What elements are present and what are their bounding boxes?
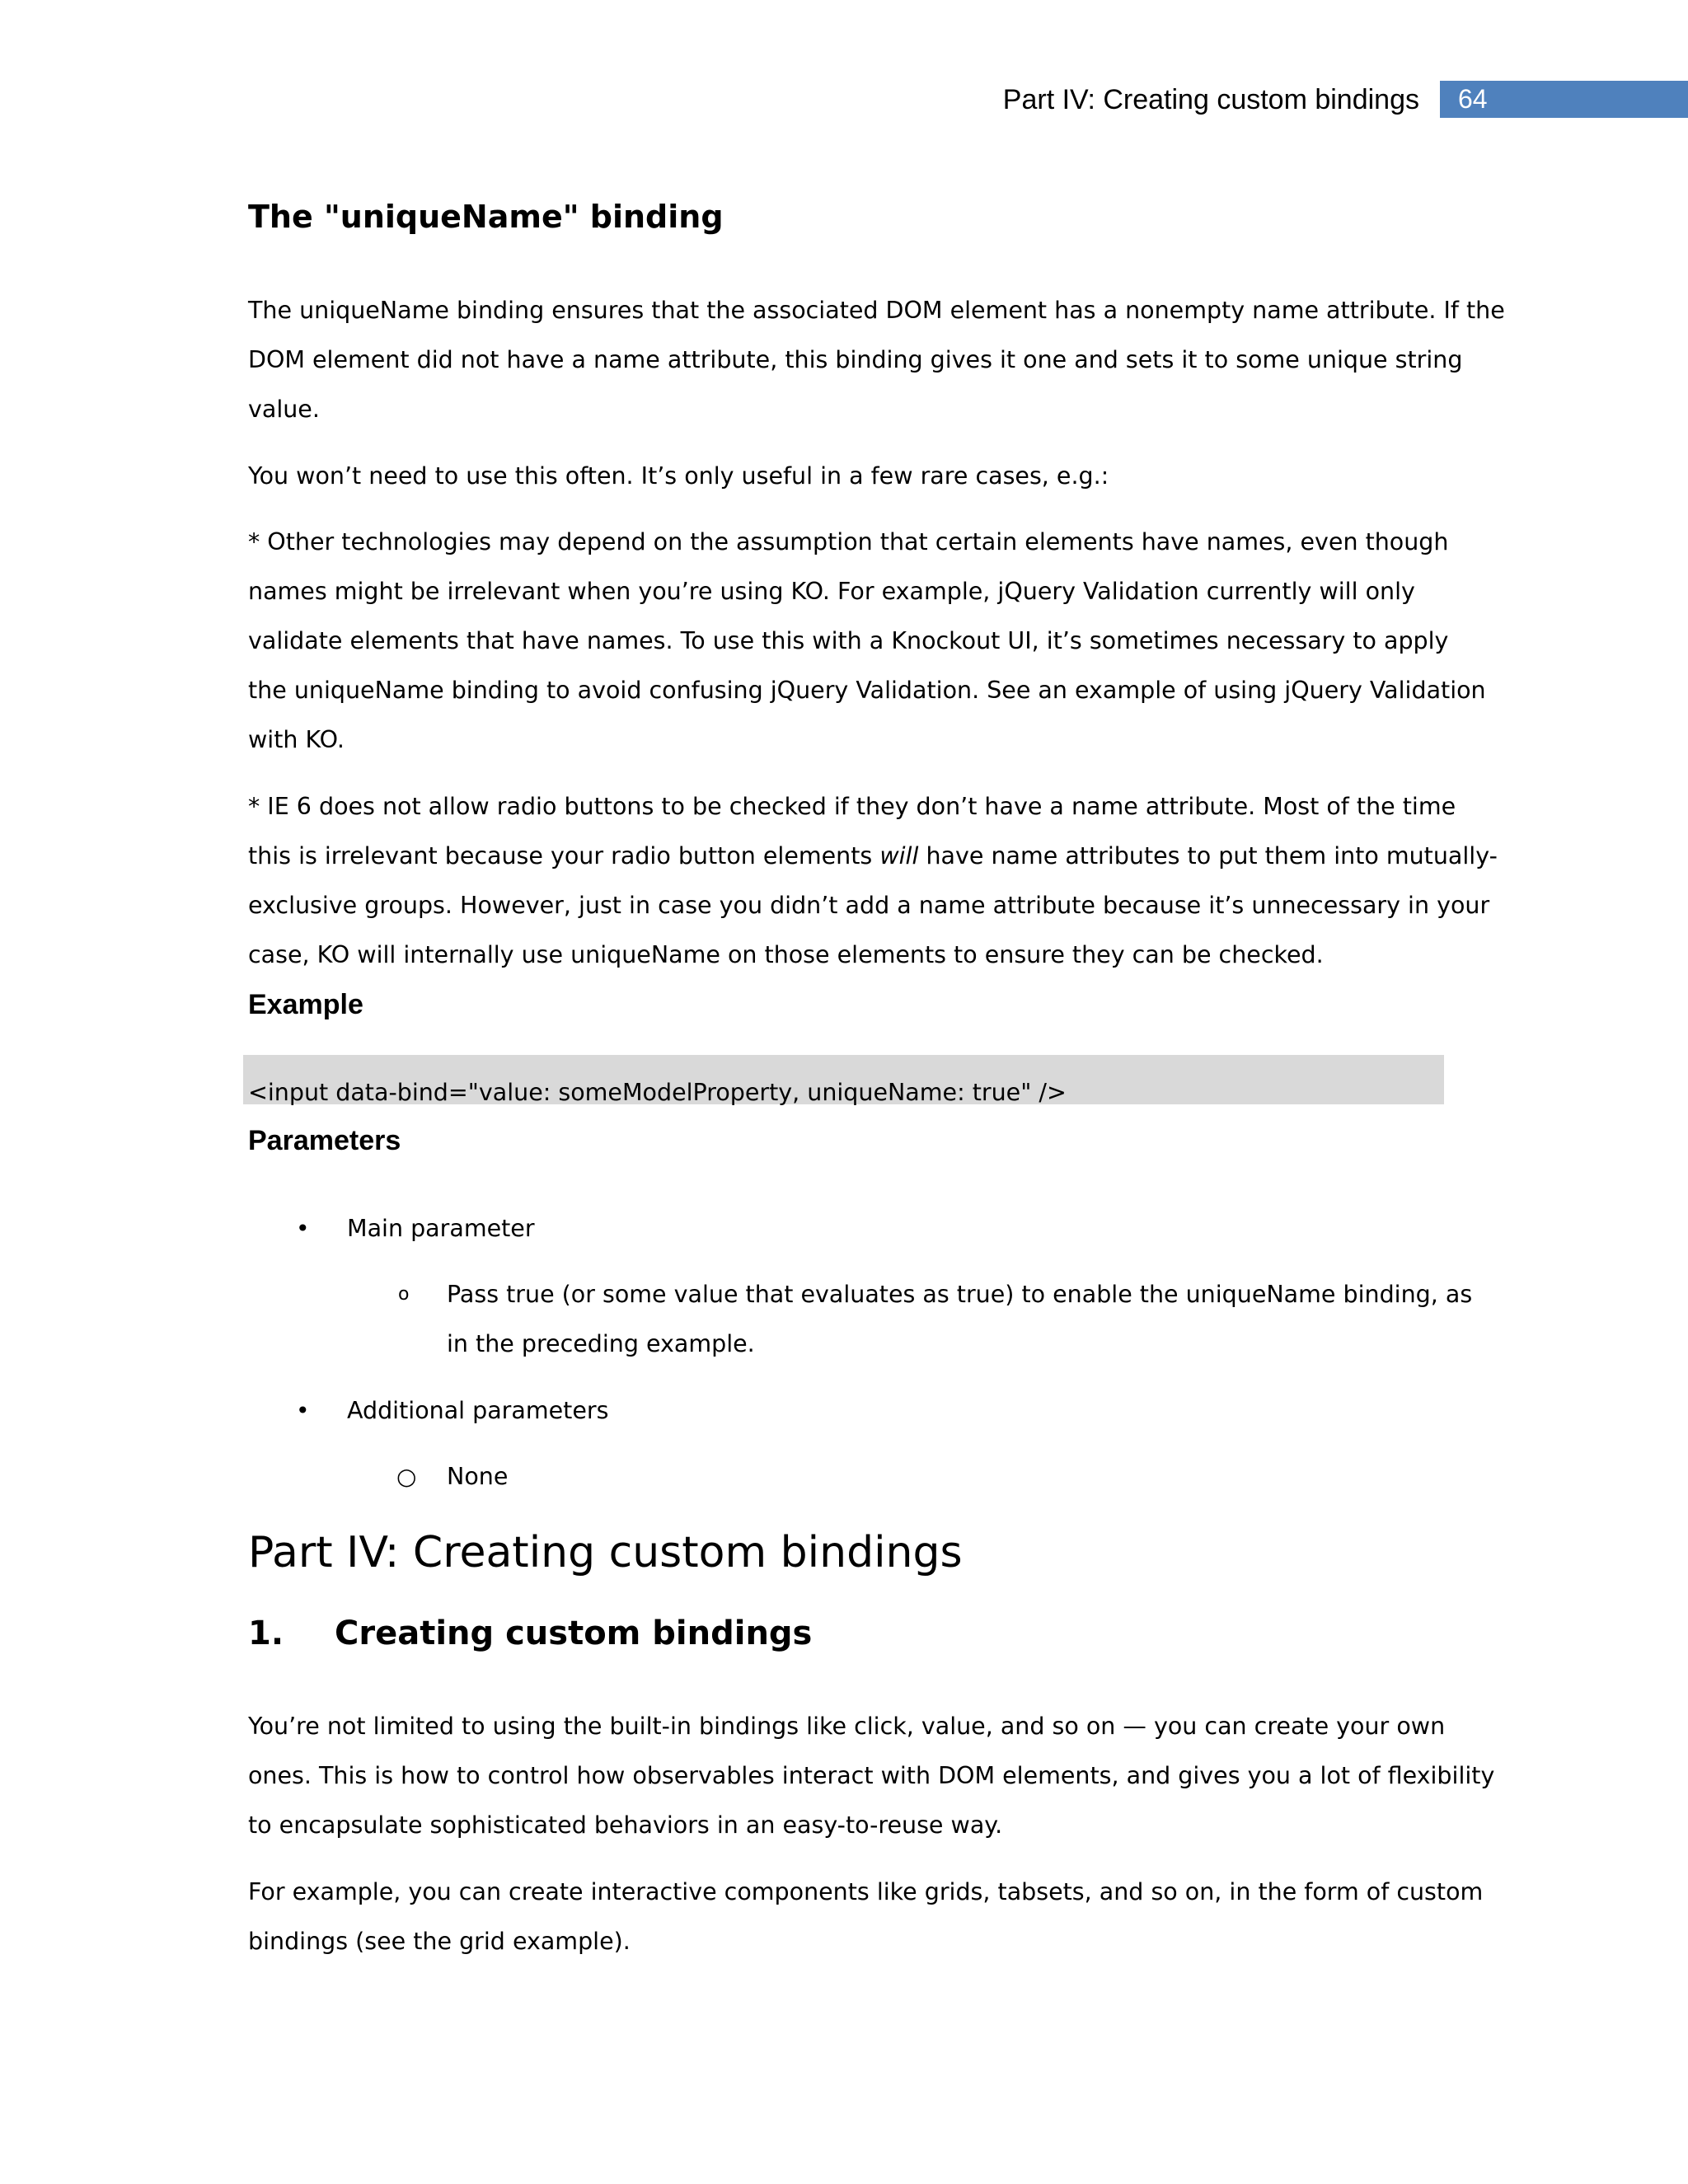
param-main-desc-line: in the preceding example. (447, 1330, 755, 1357)
example-heading: Example (248, 989, 363, 1020)
param-additional-label: Additional parameters (347, 1397, 609, 1424)
paragraph-line: case, KO will internally use uniqueName on those elements to ensure they can be checked. (248, 941, 1324, 968)
paragraph-line: * IE 6 does not allow radio buttons to be checked if they don’t have a name attribute. Most of the time (248, 793, 1456, 820)
paragraph-line: DOM element did not have a name attribute, this binding gives it one and sets it to some unique string (248, 346, 1463, 373)
part-title: Part IV: Creating custom bindings (248, 1528, 963, 1577)
paragraph-line: names might be irrelevant when you’re using KO. For example, jQuery Validation currently will only (248, 578, 1415, 605)
paragraph-line: the uniqueName binding to avoid confusing jQuery Validation. See an example of using jQuery Validation (248, 677, 1486, 704)
paragraph-line: exclusive groups. However, just in case you didn’t add a name attribute because it’s unnecessary in your (248, 892, 1490, 919)
paragraph-line: The uniqueName binding ensures that the associated DOM element has a nonempty name attribute. If the (248, 297, 1505, 324)
param-additional-desc: None (447, 1463, 509, 1490)
emphasis-will: will (879, 842, 919, 869)
paragraph-line (248, 832, 1498, 881)
page-number-badge: 64 (1440, 81, 1688, 118)
paragraph-line: * Other technologies may depend on the assumption that certain elements have names, even though (248, 528, 1449, 555)
paragraph-line: bindings (see the grid example). (248, 1928, 631, 1955)
paragraph-line: You won’t need to use this often. It’s only useful in a few rare cases, e.g.: (248, 462, 1109, 490)
paragraph-line: For example, you can create interactive components like grids, tabsets, and so on, in the form of custom (248, 1878, 1484, 1905)
paragraph-line: with KO. (248, 726, 345, 753)
paragraph-line: validate elements that have names. To use this with a Knockout UI, it’s sometimes necessary to apply (248, 627, 1449, 654)
paragraph-line: to encapsulate sophisticated behaviors in an easy-to-reuse way. (248, 1811, 1003, 1839)
paragraph-line: You’re not limited to using the built-in bindings like click, value, and so on — you can create your own (248, 1713, 1446, 1740)
bullet-circle-icon: ○ (396, 1463, 417, 1490)
bullet-dot-icon: • (296, 1397, 310, 1424)
chapter-title: Creating custom bindings (335, 1615, 813, 1652)
running-header-title: Part IV: Creating custom bindings (1002, 84, 1419, 115)
text-run: this is irrelevant because your radio button elements (248, 842, 880, 869)
section-title: The "uniqueName" binding (248, 199, 724, 235)
param-main-desc-line: Pass true (or some value that evaluates as true) to enable the uniqueName binding, as (447, 1281, 1473, 1308)
text-run: have name attributes to put them into mutually- (918, 842, 1498, 869)
chapter-number: 1. (248, 1615, 284, 1652)
example-code: <input data-bind="value: someModelProperty, uniqueName: true" /> (248, 1079, 1067, 1106)
bullet-circle-icon: o (398, 1284, 410, 1305)
bullet-dot-icon: • (296, 1215, 310, 1242)
paragraph-line: value. (248, 396, 320, 423)
param-main-label: Main parameter (347, 1215, 535, 1242)
paragraph-line: ones. This is how to control how observables interact with DOM elements, and gives you a lot of flexibility (248, 1762, 1495, 1789)
parameters-heading: Parameters (248, 1125, 401, 1156)
